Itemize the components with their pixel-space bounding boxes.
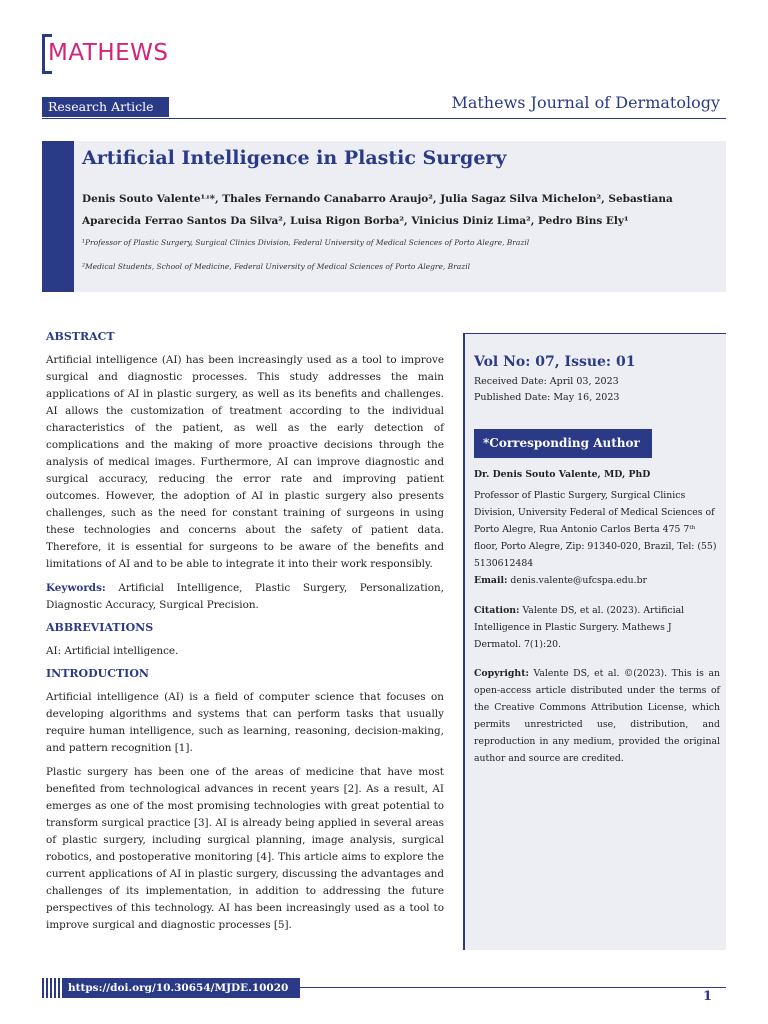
citation — [474, 602, 720, 653]
article-dates — [474, 374, 619, 406]
corresponding-author-name: Dr. Denis Souto Valente, MD, PhD — [474, 469, 651, 480]
sidebar-top-rule — [463, 333, 726, 334]
logo-text: MATHEWS — [48, 40, 169, 66]
citation-label: Citation: — [474, 605, 520, 616]
doi-link[interactable]: https://doi.org/10.30654/MJDE.10020 — [62, 978, 300, 998]
footer-stripes-icon — [42, 978, 64, 998]
introduction-paragraph-2: Plastic surgery has been one of the areas of medicine that have most benefited from technological advances in recent years [2]. As a result, AI emerges as one of the most promising technologies with great potential to transform surgical practice [3]. AI is already being applied in several areas of plastic surgery, including surgical planning, image analysis, surgical robotics, and postoperative monitoring [4]. This article aims to explore the current applications of AI in plastic surgery, discussing the advantages and challenges of its implementation, in addition to addressing the future perspectives of this technology. AI has been increasingly used as a tool to improve surgical and diagnostic processes [5]. — [46, 766, 444, 931]
author-line-2: Aparecida Ferrao Santos Da Silva², Luisa Rigon Borba², Vinicius Diniz Lima², Pedro Bins Ely¹ — [82, 215, 629, 227]
corresponding-author-details — [474, 466, 720, 589]
keywords — [46, 580, 444, 614]
received-date: Received Date: April 03, 2023 — [474, 376, 619, 387]
corresponding-author-address: Professor of Plastic Surgery, Surgical Clinics Division, University Federal of Medical Sciences of Porto Alegre, Rua Antonio Carlos Berta 475 7ᵗʰ floor, Porto Alegre, Zip: 91340-020, Brazil, Tel: (55) 5130612484 — [474, 490, 717, 569]
introduction-paragraph-1: Artificial intelligence (AI) is a field of computer science that focuses on developing algorithms and systems that can perform tasks that usually require human intelligence, such as learning, reasoning, decision-making, and pattern recognition [1]. — [46, 691, 444, 754]
volume-issue: Vol No: 07, Issue: 01 — [474, 354, 636, 370]
copyright — [474, 665, 720, 767]
abbreviations-heading: ABBREVIATIONS — [46, 621, 154, 634]
email-label: Email: — [474, 575, 508, 586]
affiliation-1: ¹Professor of Plastic Surgery, Surgical Clinics Division, Federal University of Medical Sciences of Porto Alegre, Brazil — [82, 238, 530, 247]
published-date: Published Date: May 16, 2023 — [474, 392, 620, 403]
title-accent-bar — [42, 141, 74, 292]
corresponding-author-badge: *Corresponding Author — [474, 429, 652, 458]
keywords-text: Artificial Intelligence, Plastic Surgery, Personalization, Diagnostic Accuracy, Surgical Precision. — [46, 582, 444, 611]
sidebar-accent-bar — [463, 333, 465, 950]
footer-divider — [300, 987, 726, 988]
abbreviations-text: AI: Artificial intelligence. — [46, 645, 179, 657]
header-divider — [42, 118, 726, 119]
author-list — [82, 188, 702, 232]
keywords-label: Keywords: — [46, 582, 106, 594]
copyright-text: Valente DS, et al. ©(2023). This is an open-access article distributed under the terms of the Creative Commons Attribution License, which permits unrestricted use, distribution, and reproduction in any medium, provided the original author and source are credited. — [474, 668, 720, 764]
affiliation-2: ²Medical Students, School of Medicine, Federal University of Medical Sciences of Porto Alegre, Brazil — [82, 262, 470, 271]
article-title: Artificial Intelligence in Plastic Surgery — [82, 147, 507, 169]
abstract-heading: ABSTRACT — [46, 330, 115, 343]
abstract-text: Artificial intelligence (AI) has been increasingly used as a tool to improve surgical and diagnostic processes. This study addresses the main applications of AI in plastic surgery, as well as its benefits and challenges. AI allows the customization of treatment according to the individual characteristics of the patient, as well as the early detection of complications and the making of more proactive decisions through the analysis of medical images. Furthermore, AI can improve diagnostic and surgical accuracy, reducing the error rate and improving patient outcomes. However, the adoption of AI in plastic surgery also presents challenges, such as the need for constant training of surgeons in using these technologies and concerns about the safety of patient data. Therefore, it is essential for surgeons to be aware of the benefits and limitations of AI and to be able to integrate it into their work responsibly. — [46, 354, 444, 570]
article-type-badge: Research Article — [42, 97, 169, 117]
citation-text: Valente DS, et al. (2023). Artificial Intelligence in Plastic Surgery. Mathews J Dermatol. 7(1):20. — [474, 605, 685, 650]
page-number: 1 — [702, 989, 712, 1004]
journal-logo — [42, 34, 172, 74]
corresponding-author-email — [474, 572, 720, 589]
copyright-label: Copyright: — [474, 668, 529, 679]
main-column — [46, 330, 444, 934]
email-link[interactable]: denis.valente@ufcspa.edu.br — [510, 575, 648, 586]
introduction-heading: INTRODUCTION — [46, 667, 149, 680]
author-line-1: Denis Souto Valente¹ʴ*, Thales Fernando Canabarro Araujo², Julia Sagaz Silva Michelon², Sebastiana — [82, 193, 673, 205]
journal-name: Mathews Journal of Dermatology — [451, 93, 720, 112]
